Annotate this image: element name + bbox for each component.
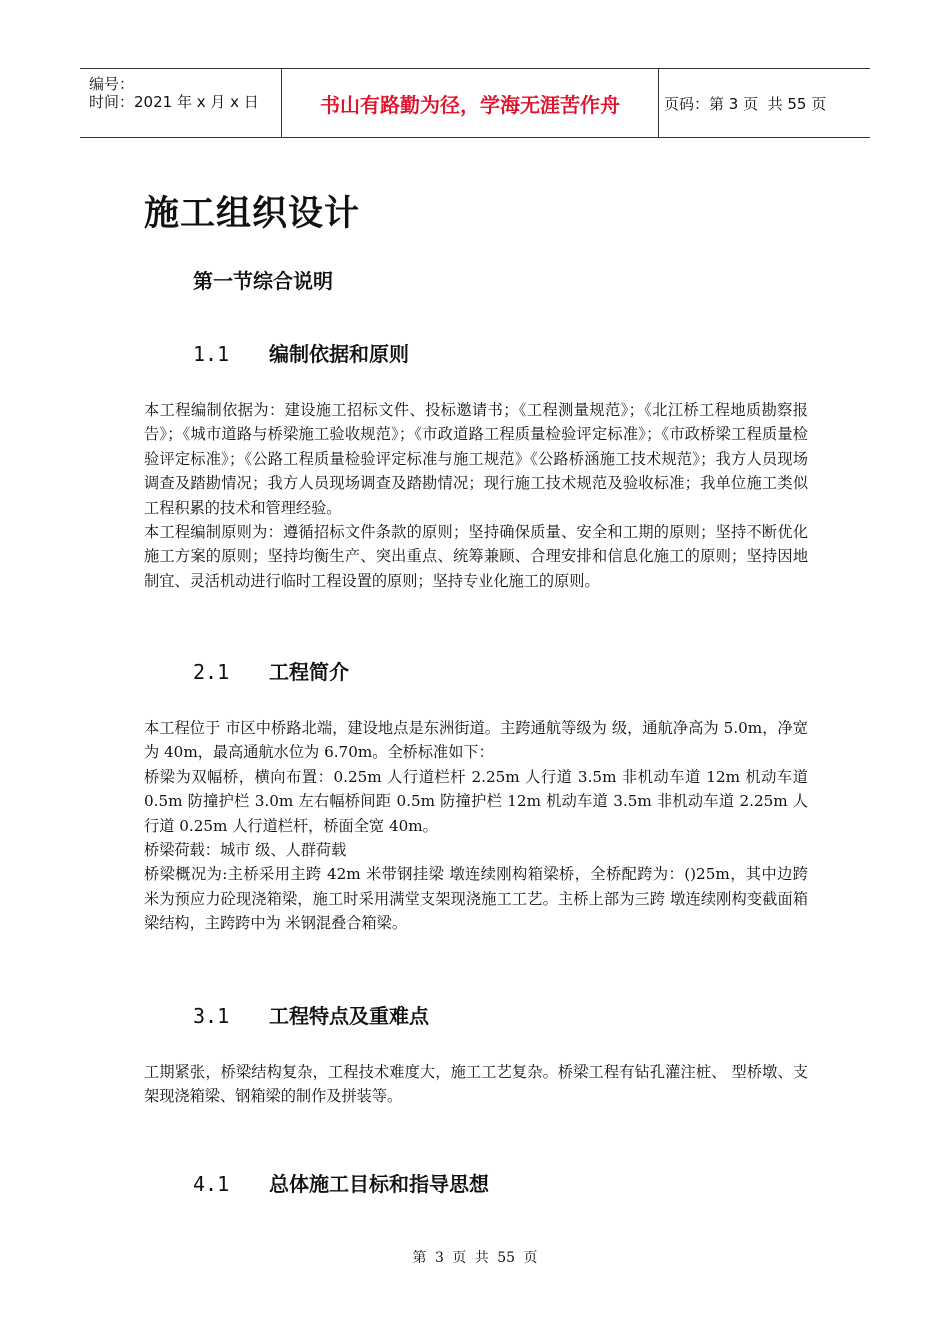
date-label: 时间：2021 年 x 月 x 日 — [89, 93, 259, 111]
paragraph: 本工程位于 市区中桥路北端，建设地点是东洲街道。主跨通航等级为 级，通航净高为 5.0m，净宽为 40m，最高通航水位为 6.70m。全桥标准如下： — [144, 719, 808, 762]
heading-2-1 — [193, 656, 349, 685]
paragraph: 桥梁为双幅桥，横向布置：0.25m 人行道栏杆 2.25m 人行道 3.5m 非机动车道 12m 机动车道 0.5m 防撞护栏 3.0m 左右幅桥间距 0.5m 防撞护栏 12m 机动车道 3.5m 非机动车道 2.25m 人行道 0.25m 人行道栏杆，桥面全宽 40m。 — [144, 767, 808, 835]
paragraph: 工期紧张，桥梁结构复杂，工程技术难度大，施工工艺复杂。桥梁工程有钻孔灌注桩、 型桥墩、支架现浇箱梁、钢箱梁的制作及拼装等。 — [144, 1063, 808, 1106]
heading-3-1 — [193, 1000, 429, 1029]
page-footer: 第 3 页 共 55 页 — [412, 1250, 538, 1266]
paragraph: 本工程编制依据为：建设施工招标文件、投标邀请书；《工程测量规范》；《北江桥工程地质勘察报告》；《城市道路与桥梁施工验收规范》；《市政道路工程质量检验评定标准》；《市政桥梁工程质量检验评定标准》；《公路工程质量检验评定标准与施工规范》《公路桥涵施工技术规范》；我方人员现场调查及踏勘情况；我方人员现场调查及踏勘情况；现行施工技术规范及验收标准；我单位施工类似工程积累的技术和管理经验。 — [144, 401, 808, 517]
paragraph: 桥梁概况为:主桥采用主跨 42m 米带钢挂梁 墩连续刚构箱梁桥，全桥配跨为：()25m，其中边跨 米为预应力砼现浇箱梁，施工时采用满堂支架现浇施工工艺。主桥上部为三跨 墩连续刚构变截面箱梁结构，主跨跨中为 米钢混叠合箱梁。 — [144, 865, 808, 933]
heading-text: 总体施工目标和指导思想 — [269, 1172, 489, 1196]
paragraph-block-3 — [144, 1060, 808, 1109]
heading-number: 4.1 — [193, 1172, 230, 1196]
page-info: 页码：第 3 页 共 55 页 — [664, 94, 827, 113]
heading-4-1 — [193, 1168, 489, 1197]
number-label: 编号： — [89, 75, 135, 93]
heading-text: 工程简介 — [269, 660, 349, 684]
paragraph-block-2 — [144, 716, 808, 936]
header-meta-cell — [80, 69, 282, 137]
motto: 书山有路勤为径，学海无涯苦作舟 — [282, 69, 659, 137]
heading-1-1 — [193, 338, 409, 367]
heading-text: 编制依据和原则 — [269, 342, 409, 366]
paragraph: 桥梁荷载：城市 级、人群荷载 — [144, 841, 347, 860]
page-info-cell — [664, 69, 826, 137]
header-table — [80, 68, 870, 138]
paragraph: 本工程编制原则为：遵循招标文件条款的原则；坚持确保质量、安全和工期的原则；坚持不断优化施工方案的原则；坚持均衡生产、突出重点、统筹兼顾、合理安排和信息化施工的原则；坚持因地制宜、灵活机动进行临时工程设置的原则；坚持专业化施工的原则。 — [144, 523, 808, 590]
heading-number: 3.1 — [193, 1004, 230, 1028]
heading-text: 工程特点及重难点 — [269, 1004, 429, 1028]
heading-number: 2.1 — [193, 660, 230, 684]
paragraph-block-1 — [144, 398, 808, 593]
heading-number: 1.1 — [193, 342, 230, 366]
section-title: 第一节综合说明 — [193, 269, 333, 293]
document-title: 施工组织设计 — [144, 194, 361, 234]
